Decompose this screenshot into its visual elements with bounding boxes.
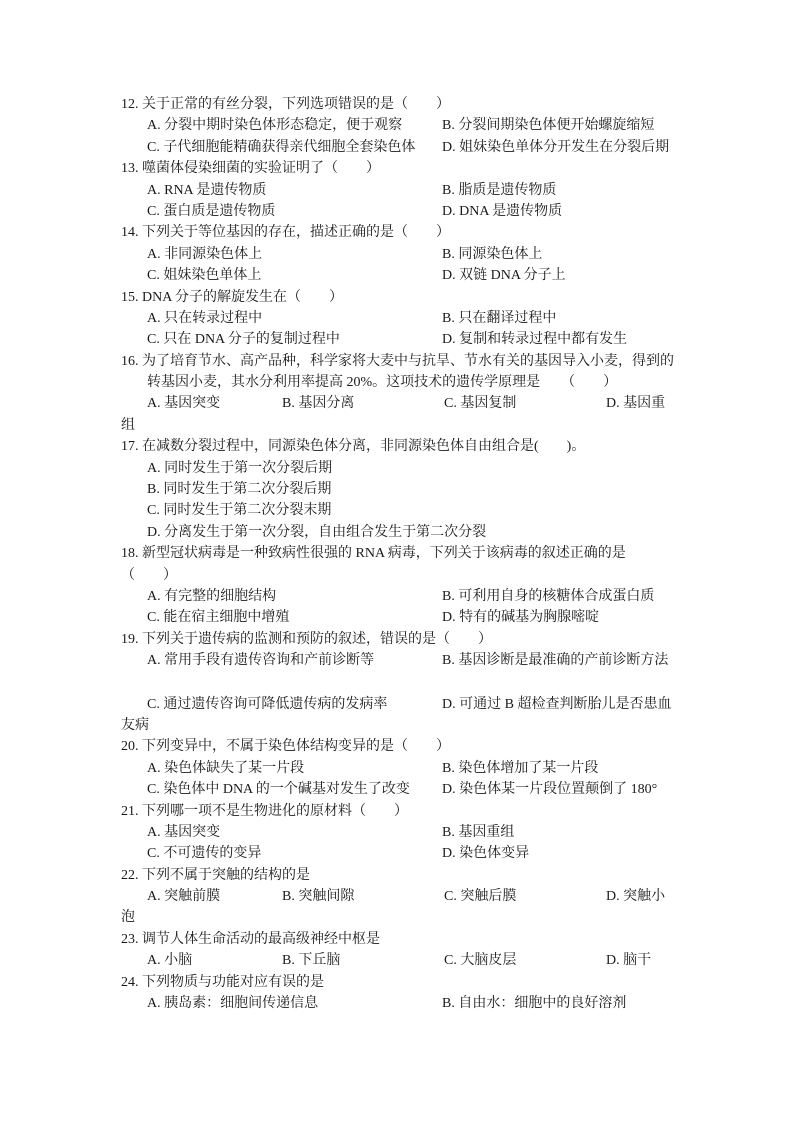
option-a[interactable]: A. 胰岛素：细胞间传递信息 bbox=[147, 996, 319, 1012]
option-b[interactable]: B. 只在翻译过程中 bbox=[442, 310, 557, 326]
option-a[interactable]: A. 分裂中期时染色体形态稳定，便于观察 bbox=[147, 118, 403, 134]
option-a[interactable]: A. 有完整的细胞结构 bbox=[147, 588, 277, 604]
question-18-stem: 18. 新型冠状病毒是一种致病性很强的 RNA 病毒，下列关于该病毒的叙述正确的是 bbox=[121, 546, 626, 562]
option-a[interactable]: A. 基因突变 bbox=[147, 396, 221, 412]
question-14-options-row-1 bbox=[0, 244, 794, 265]
option-c[interactable]: C. 大脑皮层 bbox=[444, 953, 517, 969]
option-a[interactable]: A. 突触前膜 bbox=[147, 889, 221, 905]
option-d[interactable]: D. 可通过 B 超检查判断胎儿是否患血 bbox=[442, 696, 672, 712]
option-c[interactable]: C. 子代细胞能精确获得亲代细胞全套染色体 bbox=[147, 139, 416, 155]
question-19-stem: 19. 下列关于遗传病的监测和预防的叙述，错误的是（ ） bbox=[121, 631, 492, 647]
question-19-options-row-2 bbox=[0, 694, 794, 715]
question-19-options-row-1 bbox=[0, 650, 794, 671]
question-23-options-row bbox=[0, 950, 794, 971]
option-a[interactable]: A. 小脑 bbox=[147, 953, 193, 969]
question-18-stem-wrap: （ ） bbox=[121, 567, 177, 583]
question-24-stem: 24. 下列物质与功能对应有误的是 bbox=[121, 974, 324, 990]
question-21-options-row-1 bbox=[0, 822, 794, 843]
question-17-stem: 17. 在减数分裂过程中，同源染色体分离，非同源染色体自由组合是( )。 bbox=[121, 439, 586, 455]
option-d[interactable]: D. 分离发生于第一次分裂，自由组合发生于第二次分裂 bbox=[147, 524, 487, 540]
option-b[interactable]: B. 染色体增加了某一片段 bbox=[442, 760, 599, 776]
option-c[interactable]: C. 通过遗传咨询可降低遗传病的发病率 bbox=[147, 696, 388, 712]
question-22-stem: 22. 下列不属于突触的结构的是 bbox=[121, 867, 310, 883]
option-d[interactable]: D. 染色体变异 bbox=[442, 846, 530, 862]
option-a[interactable]: A. 基因突变 bbox=[147, 824, 221, 840]
question-22-option-wrap: 泡 bbox=[121, 910, 135, 926]
option-d[interactable]: D. 特有的碱基为胸腺嘧啶 bbox=[442, 610, 600, 626]
question-14-stem: 14. 下列关于等位基因的存在，描述正确的是（ ） bbox=[121, 225, 450, 241]
question-20-options-row-2 bbox=[0, 779, 794, 800]
question-13-stem: 13. 噬菌体侵染细菌的实验证明了（ ） bbox=[121, 161, 380, 177]
option-b[interactable]: B. 基因分离 bbox=[282, 396, 355, 412]
question-15-options-row-2 bbox=[0, 329, 794, 350]
option-c[interactable]: C. 能在宿主细胞中增殖 bbox=[147, 610, 290, 626]
option-c[interactable]: C. 同时发生于第二次分裂末期 bbox=[147, 503, 332, 519]
question-19-option-wrap: 友病 bbox=[121, 717, 149, 733]
option-d[interactable]: D. 突触小 bbox=[606, 889, 666, 905]
option-c[interactable]: C. 基因复制 bbox=[444, 396, 517, 412]
question-24-options-row-1 bbox=[0, 993, 794, 1014]
question-21-stem: 21. 下列哪一项不是生物进化的原材料（ ） bbox=[121, 803, 408, 819]
option-b[interactable]: B. 同时发生于第二次分裂后期 bbox=[147, 482, 332, 498]
question-18-options-row-1 bbox=[0, 586, 794, 607]
option-c[interactable]: C. 突触后膜 bbox=[444, 889, 517, 905]
blank-gap bbox=[0, 672, 794, 694]
question-15-options-row-1 bbox=[0, 308, 794, 329]
option-a[interactable]: A. 常用手段有遗传咨询和产前诊断等 bbox=[147, 653, 375, 669]
option-b[interactable]: B. 下丘脑 bbox=[282, 953, 341, 969]
option-c[interactable]: C. 只在 DNA 分子的复制过程中 bbox=[147, 332, 340, 348]
option-b[interactable]: B. 可利用自身的核糖体合成蛋白质 bbox=[442, 588, 655, 604]
question-20-options-row-1 bbox=[0, 758, 794, 779]
option-a[interactable]: A. 非同源染色体上 bbox=[147, 246, 263, 262]
option-d[interactable]: D. 姐妹染色单体分开发生在分裂后期 bbox=[442, 139, 670, 155]
question-12-stem: 12. 关于正常的有丝分裂，下列选项错误的是（ ） bbox=[121, 97, 450, 112]
option-a[interactable]: A. 同时发生于第一次分裂后期 bbox=[147, 460, 333, 476]
option-d[interactable]: D. DNA 是遗传物质 bbox=[442, 203, 563, 219]
question-17-option-a-row bbox=[0, 458, 794, 479]
question-16-option-wrap: 组 bbox=[121, 417, 135, 433]
question-16-stem-continued: 转基因小麦，其水分利用率提高 20%。这项技术的遗传学原理是 （ ） bbox=[147, 375, 618, 391]
question-15-stem: 15. DNA 分子的解旋发生在（ ） bbox=[121, 289, 344, 305]
option-d[interactable]: D. 复制和转录过程中都有发生 bbox=[442, 332, 628, 348]
question-21-options-row-2 bbox=[0, 843, 794, 864]
option-c[interactable]: C. 染色体中 DNA 的一个碱基对发生了改变 bbox=[147, 782, 410, 798]
option-b[interactable]: B. 分裂间期染色体便开始螺旋缩短 bbox=[442, 118, 655, 134]
option-a[interactable]: A. RNA 是遗传物质 bbox=[147, 182, 267, 198]
question-13-options-row-1 bbox=[0, 180, 794, 201]
option-b[interactable]: B. 突触间隙 bbox=[282, 889, 355, 905]
option-d[interactable]: D. 基因重 bbox=[606, 396, 666, 412]
question-18-options-row-2 bbox=[0, 607, 794, 628]
question-12-options-row-1 bbox=[0, 115, 794, 136]
option-b[interactable]: B. 自由水：细胞中的良好溶剂 bbox=[442, 996, 627, 1012]
option-c[interactable]: C. 姐妹染色单体上 bbox=[147, 268, 262, 284]
option-b[interactable]: B. 脂质是遗传物质 bbox=[442, 182, 557, 198]
question-13-options-row-2 bbox=[0, 201, 794, 222]
option-d[interactable]: D. 双链 DNA 分子上 bbox=[442, 268, 566, 284]
option-b[interactable]: B. 基因诊断是最准确的产前诊断方法 bbox=[442, 653, 669, 669]
question-17-option-b-row bbox=[0, 479, 794, 500]
option-c[interactable]: C. 蛋白质是遗传物质 bbox=[147, 203, 276, 219]
question-23-stem: 23. 调节人体生命活动的最高级神经中枢是 bbox=[121, 931, 380, 947]
question-16-stem: 16. 为了培育节水、高产品种，科学家将大麦中与抗旱、节水有关的基因导入小麦，得到的 bbox=[121, 353, 674, 369]
question-16-options-row bbox=[0, 393, 794, 414]
option-b[interactable]: B. 基因重组 bbox=[442, 824, 515, 840]
question-17-option-d-row bbox=[0, 522, 794, 543]
option-c[interactable]: C. 不可遗传的变异 bbox=[147, 846, 262, 862]
question-22-options-row bbox=[0, 886, 794, 907]
question-14-options-row-2 bbox=[0, 265, 794, 286]
exam-page bbox=[0, 94, 794, 1014]
option-d[interactable]: D. 染色体某一片段位置颠倒了 180° bbox=[442, 782, 658, 798]
option-a[interactable]: A. 染色体缺失了某一片段 bbox=[147, 760, 305, 776]
option-a[interactable]: A. 只在转录过程中 bbox=[147, 310, 263, 326]
question-17-option-c-row bbox=[0, 500, 794, 521]
option-d[interactable]: D. 脑干 bbox=[606, 953, 652, 969]
question-20-stem: 20. 下列变异中，不属于染色体结构变异的是（ ） bbox=[121, 739, 450, 755]
option-b[interactable]: B. 同源染色体上 bbox=[442, 246, 543, 262]
question-12-options-row-2 bbox=[0, 137, 794, 158]
